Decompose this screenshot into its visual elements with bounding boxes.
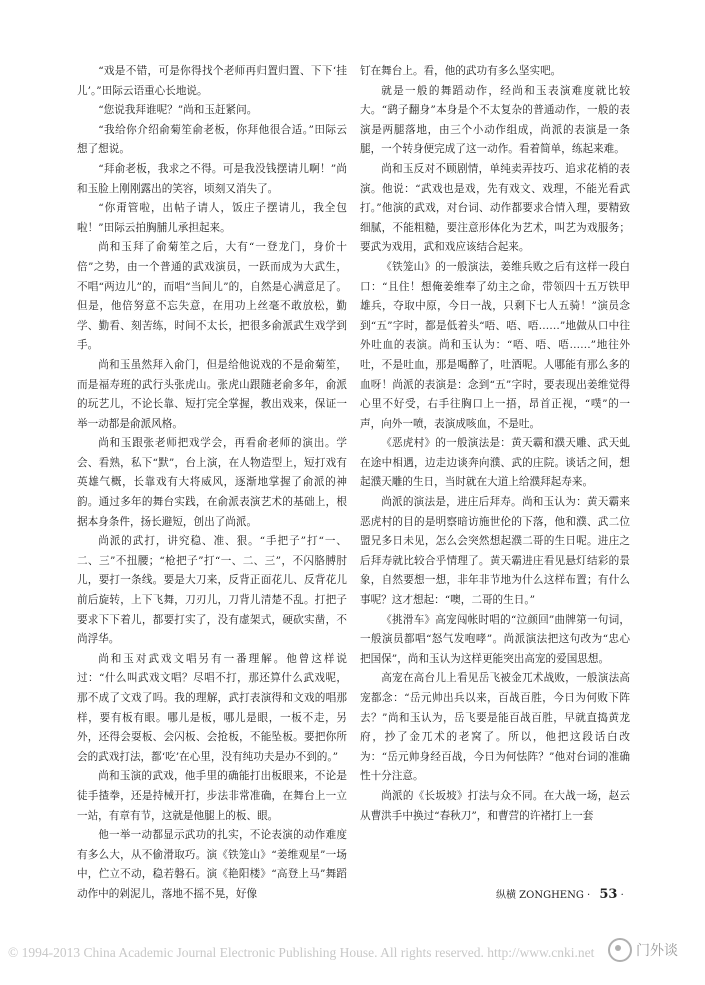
wechat-account-name: 门外谈 <box>636 943 678 959</box>
paragraph: 尚和玉对武戏文唱另有一番理解。他曾这样说过：“什么叫武戏文唱？尽唱不打，那还算什么武戏呢，那不成了文戏了吗。我的理解，武打表演得和文戏的唱那样，要有板有眼。哪儿是板，哪儿是眼，一板不走，另外，还得会耍板、会闪板、会抢板，不能坠板。要把你所会的武戏打法，都‘吃’在心里，没有纯功夫是办不到的。” <box>77 652 347 763</box>
paragraph: “拜俞老板，我求之不得。可是我没钱摆请儿啊！”尚和玉脸上刚刚露出的笑容，顷刻又消失了。 <box>77 162 347 195</box>
paragraph: 尚和玉跟张老师把戏学会，再看俞老师的演出。学会、看熟，私下“默”，台上演，在人物造型上，短打戏有英雄气概，长靠戏有大将威风，逐渐地掌握了俞派的神韵。通过多年的舞台实践，在俞派表演艺术的基础上，根据本身条件，扬长避短，创出了尚派。 <box>77 437 347 528</box>
left-text-column <box>77 62 347 905</box>
paragraph: 尚和玉拜了俞菊笙之后，大有“一登龙门，身价十倍”之势，由一个普通的武戏演员，一跃而成为大武生，不唱“两边儿”的，而唱“当间儿”的，自然是心满意足了。但是，他倍努意不忘失意，在用功上丝毫不敢放松，勤学、勤看、刻苦练，时间不太长，把很多俞派武生戏学到手。 <box>77 241 347 352</box>
page-number: 53 <box>599 887 618 902</box>
paragraph: 尚派的《长坂坡》打法与众不同。在大战一场，赵云从曹洪手中换过“春秋刀”，和曹营的许褚打上一套 <box>360 789 630 822</box>
paragraph: 高宠在高台儿上看见岳飞被金兀术战败，一般演法高宠都念：“岳元帅出兵以来，百战百胜，今日为何败下阵去？”尚和玉认为，岳飞要是能百战百胜，早就直捣黄龙府，抄了金兀术的老窝了。所以，他把这段话白改为：“岳元帅身经百战，今日为何怯阵？”他对台词的准确性十分注意。 <box>360 672 630 783</box>
paragraph: 《恶虎村》的一般演法是：黄天霸和濮天雕、武天虬在途中相遇，边走边谈奔向濮、武的庄院。谈话之间，想起濮天雕的生日，当时就在大道上给濮拜起寿来。 <box>360 437 630 489</box>
paragraph: 《铁笼山》的一般演法，姜维兵败之后有这样一段白口：“且住！想俺姜维奉了幼主之命，带领四十五万铁甲雄兵，夺取中原，今日一战，只剩下七人五骑！”演员念到“五”字时，都是低着头“唔、唔、唔……”地做从口中往外吐血的表演。尚和玉认为：“唔、唔、唔……”地往外吐，不是吐血，那是喝醉了，吐酒呢。人哪能有那么多的血呀！尚派的表演是：念到“五”字时，要表现出姜维觉得心里不好受，右手往胸口上一捂，昂首正视，“噗”的一声，向外一喷，表演成咳血，不是吐。 <box>360 260 630 430</box>
paragraph: 尚派的武打，讲究稳、准、狠。“手把子”打“一、二、三”不扭腰；“枪把子”打“一、二、三”，不闪胳膊肘儿，要打一条线。要是大刀来，反背正面花儿、反背花儿前后旋转，上下飞舞，刀刃儿，刀背儿清楚不乱。打把子要求下下着儿，都要打实了，没有虚架式，硬砍实凿，不尚浮华。 <box>77 535 347 646</box>
right-text-column <box>360 62 630 826</box>
copyright-watermark: © 1994-2013 China Academic Journal Electronic Publishing House. All rights reserved. http://www.cnki.net <box>8 945 595 960</box>
wechat-account-logo <box>608 938 678 962</box>
paragraph: 尚和玉演的武戏，他手里的确能打出板眼来，不论是徒手揸拳，还是持械开打，步法非常准确，在舞台上一立一站，有章有节，这就是他腿上的板、眼。 <box>77 770 347 822</box>
wechat-icon <box>608 938 632 962</box>
paragraph: “我给你介绍俞菊笙俞老板，你拜他很合适。”田际云想了想说。 <box>77 123 347 156</box>
paragraph: “您说我拜谁呢？”尚和玉赶紧问。 <box>98 104 258 117</box>
paragraph: 尚派的演法是，进庄后拜寿。尚和玉认为：黄天霸来恶虎村的目的是明察暗访施世伦的下落，他和濮、武二位盟兄多日未见，怎么会突然想起濮二哥的生日呢。进庄之后拜寿就比较合乎情理了。黄天霸进庄看见悬灯结彩的景象，自然要想一想，非年非节地为什么这样布置；有什么事呢？这才想起：“噢，二哥的生日。” <box>360 496 630 607</box>
footer-bullet-right: · <box>620 890 624 901</box>
paragraph: 就是一般的舞蹈动作，经尚和玉表演难度就比较大。“鹞子翻身”本身是个不太复杂的普通动作，一般的表演是两腿落地，由三个小动作组成，尚派的表演是一条腿，一个转身便完成了这一动作。看着简单，练起来难。 <box>360 84 630 156</box>
paragraph: “戏是不错，可是你得找个老师再归置归置、下下‘挂儿’。”田际云语重心长地说。 <box>77 65 347 97</box>
paragraph: 尚和玉反对不顾剧情，单纯卖弄技巧、追求花梢的表演。他说：“武戏也是戏，先有戏文、戏理，不能光看武打。”他演的武戏，对台词、动作都要求合情入理，要精致细腻，不能粗糙，要注意形体化为艺术，叫艺为戏服务；要武为戏用，武和戏应该结合起来。 <box>360 162 630 254</box>
page-footer <box>496 886 646 902</box>
magazine-name: 纵横 ZONGHENG <box>496 890 584 901</box>
paragraph: 尚和玉虽然拜入俞门，但是给他说戏的不是俞菊笙，而是福寿班的武行头张虎山。张虎山跟随老俞多年，俞派的玩艺儿，不论长靠、短打完全掌握，教出戏来，保证一举一动都是俞派风格。 <box>77 358 347 430</box>
paragraph: “你甭管啦，出帖子请人，饭庄子摆请儿，我全包啦！”田际云拍胸脯儿承担起来。 <box>77 202 347 234</box>
paragraph: 钉在舞台上。看，他的武功有多么坚实吧。 <box>360 65 562 77</box>
paragraph: 他一举一动都显示武功的扎实，不论表演的动作难度有多么大，从不偷滑取巧。演《铁笼山》“姜维观星”一场中，伫立不动，稳若磐石。演《艳阳楼》“高登上马”舞蹈动作中的剁泥儿，落地不摇不晃，好像 <box>77 829 347 900</box>
paragraph: 《挑滑车》高宠闯帐时唱的“泣颜回”曲牌第一句词，一般演员都唱“怒气发咆哮”。尚派演法把这句改为“忠心把国保”，尚和玉认为这样更能突出高宠的爱国思想。 <box>360 613 630 665</box>
footer-bullet-left: · <box>587 890 591 901</box>
